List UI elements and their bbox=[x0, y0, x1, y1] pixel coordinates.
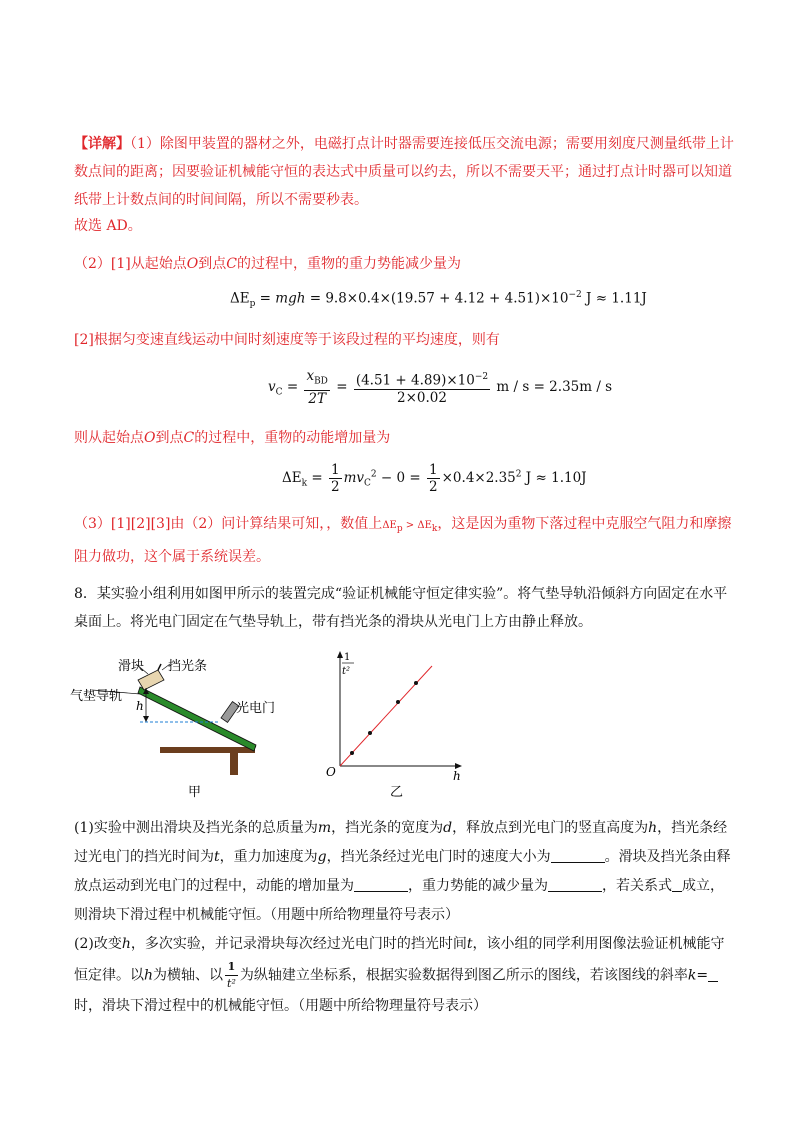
f2-result: m / s = 2.35m / s bbox=[492, 378, 613, 395]
q2-f: = bbox=[696, 967, 709, 984]
solution-paragraph-1 bbox=[74, 130, 734, 214]
q1-k: 成立，则滑块下滑过程中机械能守恒。（用题中所给物理量符号表示） bbox=[74, 878, 724, 923]
f1-result: J ≈ 1.11J bbox=[581, 290, 647, 307]
p6-inequality bbox=[382, 520, 438, 534]
p6-sub-p: p bbox=[396, 524, 403, 534]
p5-text-b: 到点 bbox=[155, 430, 184, 446]
q1-g2: ，挡光条经过光电门时的速度大小为 bbox=[326, 849, 551, 865]
f1-exp: −2 bbox=[568, 290, 582, 300]
p3-text-b: 到点 bbox=[198, 256, 227, 272]
p6-text-a: （3）[1][2][3]由（2）问计算结果可知，，数值上 bbox=[74, 516, 383, 532]
q1-d: d bbox=[443, 820, 453, 836]
p6-text-b: ，这是因为重物下落过程中克服空气阻力和摩擦阻力做功，这个属于系统误差。 bbox=[74, 516, 732, 565]
graph-ylabel-num: 1 bbox=[344, 652, 351, 663]
f3-mid: − 0 = bbox=[376, 470, 426, 486]
label-shade-strip: 挡光条 bbox=[168, 659, 208, 674]
q2-e: 为纵轴建立坐标系，根据实验数据得到图乙所示的图线，若该图线的斜率 bbox=[239, 967, 688, 984]
q2-t: t bbox=[466, 936, 473, 952]
f2-frac-1 bbox=[304, 368, 329, 407]
graph-point-3 bbox=[396, 700, 400, 704]
p5-text-a: 则从起始点 bbox=[74, 430, 144, 446]
f3-mv: mv bbox=[343, 470, 365, 486]
q2-d: 为横轴、以 bbox=[153, 967, 224, 984]
formula-potential-energy bbox=[230, 290, 647, 309]
solution-paragraph-4: [2]根据匀变速直线运动中间时刻速度等于该段过程的平均速度，则有 bbox=[74, 332, 500, 348]
solution-paragraph-3 bbox=[74, 250, 734, 278]
f1-eq: = bbox=[255, 290, 276, 307]
q2-g: 时，滑块下滑过程中的机械能守恒。（用题中所给物理量符号表示） bbox=[74, 998, 487, 1014]
f2-den2: 2×0.02 bbox=[396, 389, 447, 406]
f2-v: v bbox=[268, 378, 276, 395]
f3-den2: 2 bbox=[429, 479, 438, 495]
q1-h: h bbox=[648, 820, 658, 836]
question-8-intro bbox=[74, 580, 734, 636]
p5-symbol-c: C bbox=[183, 430, 195, 446]
answer-blank-potential[interactable] bbox=[548, 877, 602, 892]
p5-text-d: 的过程中，重物的动能增加量为 bbox=[194, 430, 391, 446]
figure-apparatus bbox=[70, 650, 280, 800]
f2-num1sub: BD bbox=[314, 376, 328, 387]
f2-den1: 2T bbox=[308, 390, 326, 407]
f2-vsub: C bbox=[275, 387, 283, 398]
f3-den1: 2 bbox=[330, 479, 340, 495]
graph-xlabel: h bbox=[453, 769, 461, 783]
f3-restexp: 2 bbox=[515, 469, 522, 480]
f3-mvsub: C bbox=[364, 478, 371, 489]
f3-frac-2 bbox=[427, 462, 440, 495]
answer-blank-kinetic[interactable] bbox=[354, 877, 408, 892]
label-photogate: 光电门 bbox=[236, 701, 276, 716]
caption-yi: 乙 bbox=[390, 785, 404, 800]
question-part-1 bbox=[74, 814, 734, 930]
caption-jia: 甲 bbox=[188, 785, 202, 800]
label-slider: 滑块 bbox=[118, 659, 145, 674]
q1-e: ，挡光条经过光电门的挡光时间为 bbox=[74, 820, 728, 865]
f2-frac-2 bbox=[354, 369, 490, 406]
f3-eq: = bbox=[307, 470, 327, 486]
graph-y-arrow bbox=[337, 651, 343, 658]
label-h: h bbox=[136, 699, 144, 713]
figure-graph bbox=[320, 648, 470, 800]
q1-b: ，挡光条的宽度为 bbox=[331, 820, 444, 836]
p5-symbol-o: O bbox=[144, 430, 156, 446]
question-part-2 bbox=[74, 930, 734, 1021]
shade-strip bbox=[158, 664, 161, 670]
f3-delta-e: ΔE bbox=[282, 470, 302, 486]
graph-point-2 bbox=[368, 731, 372, 735]
graph-point-1 bbox=[350, 751, 354, 755]
p6-gt: > ΔE bbox=[402, 520, 432, 531]
f2-num2: (4.51 + 4.89)×10 bbox=[355, 372, 475, 389]
q2-frac-num: 1 bbox=[225, 959, 238, 976]
height-arrow-bottom bbox=[143, 716, 149, 722]
air-track-rail bbox=[138, 687, 256, 751]
answer-blank-relation[interactable] bbox=[672, 877, 682, 892]
q2-frac-den: t² bbox=[227, 977, 236, 990]
solution-paragraph-6 bbox=[74, 510, 734, 571]
f2-num1: x bbox=[306, 368, 315, 384]
f1-mgh: mgh bbox=[275, 290, 306, 307]
label-air-track: 气垫导轨 bbox=[70, 689, 123, 704]
solution-paragraph-2: 故选 AD。 bbox=[74, 218, 142, 234]
graph-point-4 bbox=[414, 681, 418, 685]
p6-sub-k: k bbox=[431, 524, 438, 534]
f2-eq: = bbox=[282, 378, 303, 395]
question-number: 8． bbox=[74, 586, 97, 602]
solution-paragraph-5 bbox=[74, 424, 734, 452]
answer-blank-velocity[interactable] bbox=[551, 848, 605, 863]
f3-num2: 1 bbox=[429, 462, 438, 478]
f3-result: J ≈ 1.10J bbox=[521, 470, 587, 486]
p3-text-d: 的过程中，重物的重力势能减少量为 bbox=[236, 256, 461, 272]
answer-blank-slope[interactable] bbox=[708, 967, 718, 982]
q2-b: ，多次实验，并记录滑块每次经过光电门时的挡光时间 bbox=[130, 936, 467, 952]
q2-k: k bbox=[687, 967, 697, 984]
q1-f: ，重力加速度为 bbox=[219, 849, 318, 865]
solution-p1-text: （1）除图甲装置的器材之外，电磁打点计时器需要连接低压交流电源；需要用刻度尺测量纸带上计数点间的距离；因要验证机械能守恒的表达式中质量可以约去，所以不需要天平；通过打点计时器可以知道纸带上计数点间的时间间隔，所以不需要秒表。 bbox=[74, 136, 734, 208]
f2-num2exp: −2 bbox=[474, 372, 489, 383]
p3-symbol-c: C bbox=[226, 256, 237, 272]
graph-origin: O bbox=[326, 765, 336, 779]
f3-frac-1 bbox=[329, 462, 342, 495]
q2-a: (2)改变 bbox=[74, 936, 122, 952]
q1-c: ，释放点到光电门的竖直高度为 bbox=[452, 820, 649, 836]
q2-c: ，该小组的同学利用图像法验证机械能守恒定律。以 bbox=[74, 936, 725, 984]
f1-sub: p bbox=[249, 299, 256, 310]
q1-t: t bbox=[214, 849, 220, 865]
q1-g: g bbox=[317, 849, 327, 865]
q2-h: h bbox=[121, 936, 131, 952]
formula-velocity: $v_C$ = $\frac{x_{BD}}{2T}$ = $\frac{(4.51 + 4.89)\times 10^{-2}}{2\times 0.02}$ m / s = 2.35m / s bbox=[268, 368, 613, 407]
question-intro-text: 某实验小组利用如图甲所示的装置完成“验证机械能守恒定律实验”。将气垫导轨沿倾斜方向固定在水平桌面上。将光电门固定在气垫导轨上，带有挡光条的滑块从光电门上方由静止释放。 bbox=[74, 586, 728, 630]
f3-num1: 1 bbox=[330, 462, 340, 478]
formula-kinetic-energy bbox=[282, 462, 587, 495]
p6-de: ΔE bbox=[382, 520, 397, 531]
f1-delta-e: ΔE bbox=[230, 290, 250, 307]
q1-m: m bbox=[317, 820, 332, 836]
p3-text-a: （2）[1]从起始点 bbox=[74, 256, 187, 272]
table-leg bbox=[230, 753, 238, 775]
q2-h2: h bbox=[144, 967, 154, 984]
solution-tag: 【详解】 bbox=[74, 136, 130, 152]
table-top bbox=[160, 747, 255, 753]
q2-fraction bbox=[225, 959, 238, 992]
graph-fit-line bbox=[340, 666, 432, 766]
p3-symbol-o: O bbox=[186, 256, 199, 272]
q1-i: ，重力势能的减少量为 bbox=[408, 878, 548, 894]
graph-ylabel-den: t² bbox=[342, 666, 351, 677]
f3-body: ×0.4×2.35 bbox=[441, 470, 516, 486]
q1-j: ，若关系式 bbox=[602, 878, 672, 894]
f3-sub: k bbox=[301, 478, 308, 489]
f1-body: = 9.8×0.4×(19.57 + 4.12 + 4.51)×10 bbox=[305, 290, 569, 307]
f3-mvexp: 2 bbox=[370, 469, 377, 480]
q1-a: (1)实验中测出滑块及挡光条的总质量为 bbox=[74, 820, 318, 836]
q1-h2: 。滑块及挡光条由释放点运动到光电门的过程中，动能的增加量为 bbox=[74, 849, 731, 894]
